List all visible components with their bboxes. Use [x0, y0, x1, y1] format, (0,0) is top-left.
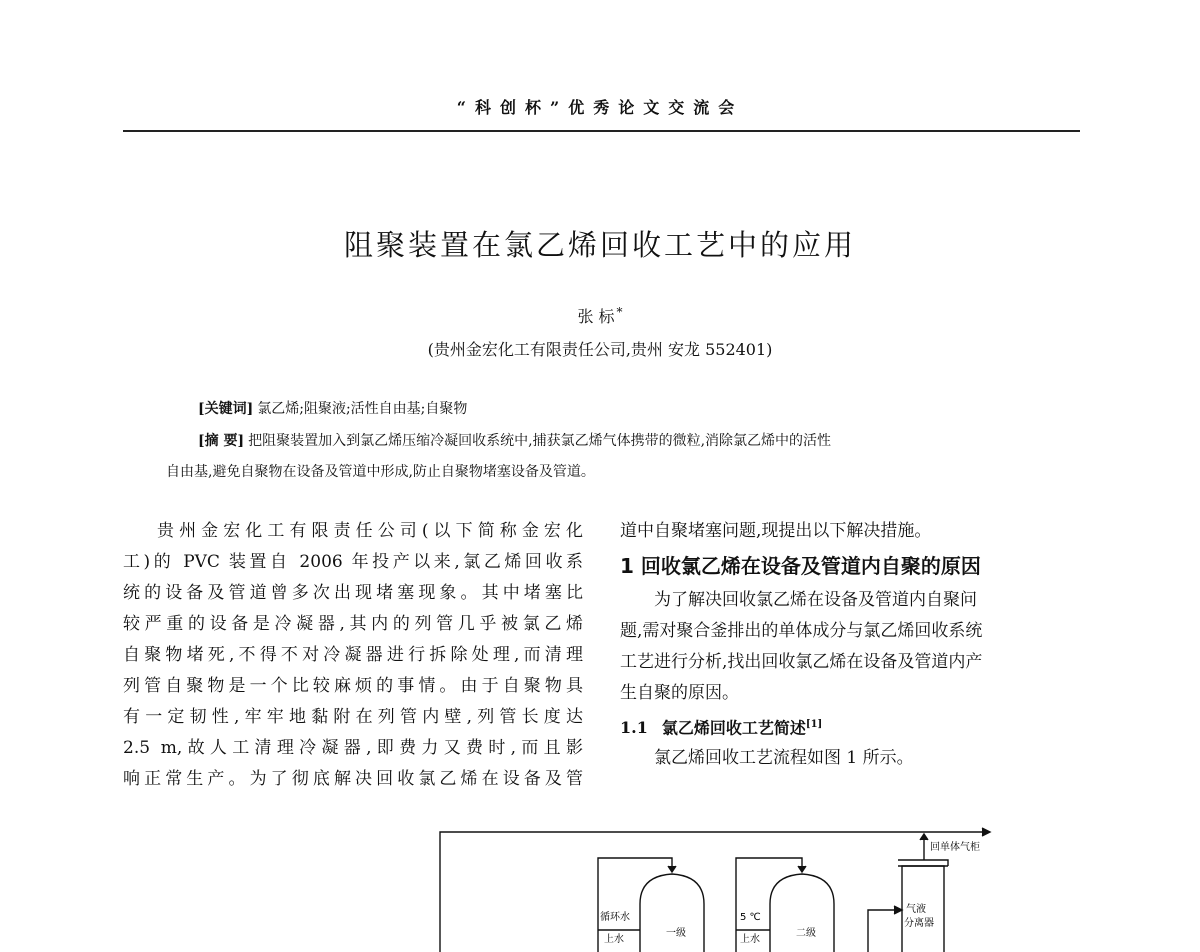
- label-separator-1: 气液: [906, 904, 926, 915]
- process-flow-figure: [0, 820, 1200, 952]
- condenser-1-shell: [640, 874, 704, 952]
- body-line: 为了解决回收氯乙烯在设备及管道内自聚问: [654, 590, 977, 610]
- running-header: “科创杯”优秀论文交流会: [456, 98, 744, 117]
- body-line: 贵州金宏化工有限责任公司(以下简称金宏化: [157, 521, 583, 541]
- body-line: 2.5 m,故人工清理冷凝器,即费力又费时,而且影: [123, 738, 583, 758]
- body-line: 有一定韧性,牢牢地黏附在列管内壁,列管长度达: [123, 707, 583, 727]
- body-line: 列管自聚物是一个比较麻烦的事情。由于自聚物具: [123, 676, 583, 696]
- body-line: 氯乙烯回收工艺流程如图 1 所示。: [654, 748, 914, 769]
- body-line: 工艺进行分析,找出回收氯乙烯在设备及管道内产: [620, 652, 983, 672]
- label-separator-2: 分离器: [904, 918, 934, 929]
- label-cooling-water: 循环水: [600, 912, 630, 923]
- arrow-head-right: [982, 828, 990, 836]
- keywords: [198, 398, 467, 418]
- arrow-down-1: [668, 866, 676, 872]
- label-gas-holder: 回单体气柜: [930, 842, 980, 853]
- body-line: 较严重的设备是冷凝器,其内的列管几乎被氯乙烯: [123, 614, 583, 634]
- label-supply-water-1: 上水: [604, 934, 624, 945]
- subsection-1-1-heading: [620, 709, 1080, 743]
- paper-title: 阻聚装置在氯乙烯回收工艺中的应用: [343, 228, 856, 262]
- body-line: 工)的 PVC 装置自 2006 年投产以来,氯乙烯回收系: [123, 552, 583, 572]
- label-temperature: 5 ℃: [740, 912, 761, 923]
- section-1-heading: 1 回收氯乙烯在设备及管道内自聚的原因: [620, 554, 981, 578]
- abstract-label: [摘 要]: [198, 433, 245, 449]
- header-rule: [123, 130, 1080, 132]
- abstract-line-1: [198, 430, 831, 450]
- body-line: 统的设备及管道曾多次出现堵塞现象。其中堵塞比: [123, 583, 583, 603]
- recovery-header-pipe: [440, 832, 988, 952]
- body-line: 题,需对聚合釜排出的单体成分与氯乙烯回收系统: [620, 621, 983, 641]
- author-name: 张 标: [577, 307, 615, 326]
- label-stage-2: 二级: [796, 928, 816, 939]
- body-line: 生自聚的原因。: [620, 683, 739, 703]
- condenser-2-shell: [770, 874, 834, 952]
- abstract-line-2: 自由基,避免自聚物在设备及管道中形成,防止自聚物堵塞设备及管道。: [166, 464, 595, 480]
- body-left-column: [123, 516, 583, 795]
- feed-pipe-to-separator: [868, 910, 900, 952]
- arrow-down-2: [798, 866, 806, 872]
- keywords-text: 氯乙烯;阻聚液;活性自由基;自聚物: [257, 401, 468, 417]
- separator-cap: [898, 860, 948, 866]
- arrow-up-1: [920, 834, 928, 840]
- author-footnote-mark: *: [616, 304, 623, 319]
- affiliation: (贵州金宏化工有限责任公司,贵州 安龙 552401): [427, 340, 773, 359]
- citation-ref: [1]: [805, 719, 823, 730]
- label-stage-1: 一级: [666, 928, 686, 939]
- body-line: 响正常生产。为了彻底解决回收氯乙烯在设备及管: [123, 769, 583, 789]
- keywords-label: [关键词]: [198, 401, 254, 417]
- abstract-text-1: 把阻聚装置加入到氯乙烯压缩冷凝回收系统中,捕获氯乙烯气体携带的微粒,消除氯乙烯中的活性: [248, 433, 832, 449]
- author: [0, 304, 1200, 327]
- subsection-title: 氯乙烯回收工艺简述: [661, 718, 806, 738]
- subsection-number: 1.1: [620, 718, 648, 738]
- body-line: 自聚物堵死,不得不对冷凝器进行拆除处理,而清理: [123, 645, 583, 665]
- label-supply-water-2: 上水: [740, 934, 760, 945]
- body-line-continued: 道中自聚堵塞问题,现提出以下解决措施。: [620, 521, 932, 541]
- body-right-column: [620, 516, 1080, 774]
- arrow-right-2: [894, 906, 902, 914]
